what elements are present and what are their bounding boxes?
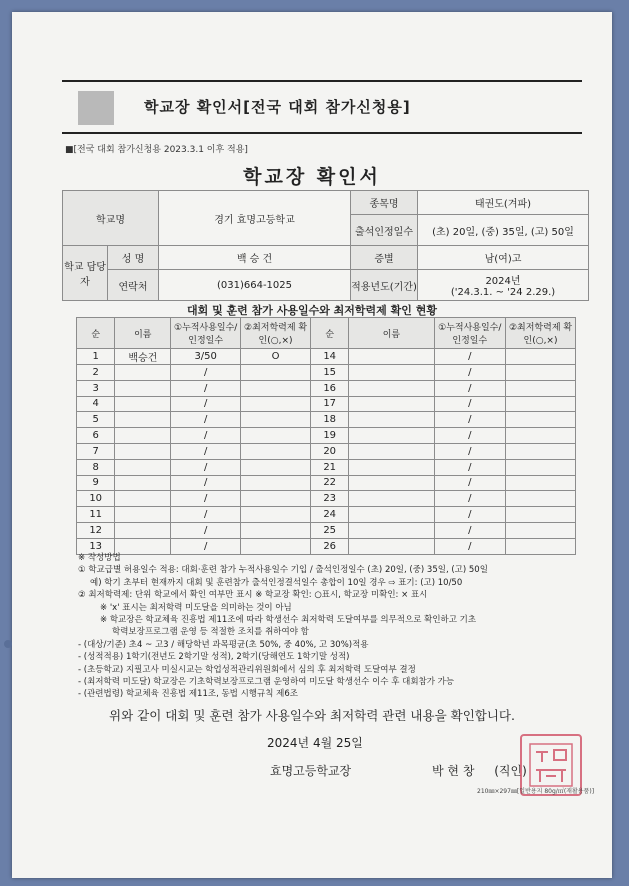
note-line: - (성적적용) 1학기(전년도 2학기말 성적), 2학기(당해연도 1학기말 성적) (78, 652, 350, 663)
header-check: ②최저학력제 확인(○,×) (241, 318, 311, 349)
cell-no: 15 (311, 365, 349, 381)
cell-name (349, 349, 434, 365)
cell-days: / (434, 349, 506, 365)
table-row (77, 507, 576, 523)
cell-days: / (434, 428, 506, 444)
cell-no: 4 (77, 396, 115, 412)
cell-name (115, 412, 171, 428)
cell-check (506, 507, 576, 523)
pinhole (4, 640, 12, 648)
cell-check (506, 349, 576, 365)
cell-name (115, 491, 171, 507)
cell-days: / (171, 380, 241, 396)
cell-check (241, 507, 311, 523)
cell-name (349, 522, 434, 538)
note-line: ※ 학교장은 학교체육 진흥법 제11조에 따라 학생선수 최저학력 도달여부를 의무적으로 확인하고 기초 (100, 615, 477, 626)
gender-value: 남(여)고 (418, 246, 589, 270)
cell-no: 3 (77, 380, 115, 396)
cell-no: 10 (77, 491, 115, 507)
note-line: 예) 학기 초부터 현재까지 대회 및 훈련참가 출석인정결석일수 총합이 10일 경우 ⇨ 표기: (고) 10/50 (90, 577, 463, 588)
table-row (77, 491, 576, 507)
cell-days: / (434, 443, 506, 459)
school-value: 경기 효명고등학교 (159, 191, 351, 246)
cell-check (506, 475, 576, 491)
school-label: 학교명 (63, 191, 159, 246)
cell-name (349, 428, 434, 444)
year-cell (418, 270, 589, 301)
cell-days: / (171, 491, 241, 507)
contact-value: (031)664-1025 (159, 270, 351, 301)
cell-name (349, 491, 434, 507)
event-label: 종목명 (351, 191, 418, 215)
note-line: 학력보장프로그램 운영 등 적절한 조치를 취하여야 함 (112, 627, 309, 638)
header-no: 순 (77, 318, 115, 349)
cell-name (115, 428, 171, 444)
name-label: 성 명 (108, 246, 159, 270)
cell-no: 8 (77, 459, 115, 475)
header-title: 학교장 확인서[전국 대회 참가신청용] (144, 98, 411, 116)
seal-label: (직인) (494, 764, 527, 778)
cell-days: / (171, 396, 241, 412)
confirm-text: 위와 같이 대회 및 훈련 참가 사용일수와 최저학력 관련 내용을 확인합니다. (109, 708, 515, 723)
cell-days: / (434, 538, 506, 554)
cell-check (241, 491, 311, 507)
cell-check (506, 412, 576, 428)
cell-no: 12 (77, 522, 115, 538)
note-line: - (대상/기준) 초4 ~ 고3 / 해당학년 과목평균(초 50%, 중 40%, 고 30%)적용 (78, 639, 369, 650)
cell-name (115, 396, 171, 412)
cell-days: / (434, 380, 506, 396)
cell-name (349, 507, 434, 523)
note-line: ※ 작성방법 (78, 553, 121, 563)
cell-check (506, 459, 576, 475)
main-title: 학교장 확인서 (243, 166, 381, 188)
cell-no: 16 (311, 380, 349, 396)
cell-days: / (434, 507, 506, 523)
cell-check (241, 459, 311, 475)
table-row (77, 380, 576, 396)
year-label: 적용년도(기간) (351, 270, 418, 301)
cell-no: 13 (77, 538, 115, 554)
cell-days: / (171, 365, 241, 381)
note-line: ② 최저학력제: 단위 학교에서 확인 여부만 표시 ※ 학교장 확인: ○표시, 학교장 미확인: × 표시 (78, 590, 428, 601)
paper-spec: 210㎜×297㎜[일반용지 80g/㎡(재활용품)] (477, 788, 595, 795)
cell-days: / (434, 412, 506, 428)
table-row (77, 428, 576, 444)
cell-name (349, 396, 434, 412)
cell-check (506, 380, 576, 396)
cell-days: / (434, 491, 506, 507)
cell-no: 14 (311, 349, 349, 365)
subline: ■[전국 대회 참가신청용 2023.3.1 이후 적용] (65, 145, 248, 155)
cell-check (506, 491, 576, 507)
cell-no: 20 (311, 443, 349, 459)
table-row (77, 365, 576, 381)
gray-box (78, 91, 114, 125)
table-row (77, 396, 576, 412)
cell-days: 3/50 (171, 349, 241, 365)
notes (78, 552, 598, 701)
cell-days: / (434, 396, 506, 412)
cell-days: / (434, 365, 506, 381)
cell-check: O (241, 349, 311, 365)
cell-days: / (434, 459, 506, 475)
cell-name (115, 507, 171, 523)
cell-days: / (171, 507, 241, 523)
header-name: 이름 (349, 318, 434, 349)
cell-check (506, 365, 576, 381)
cell-days: / (171, 459, 241, 475)
header-bar (62, 80, 582, 134)
attendance-value: (초) 20일, (중) 35일, (고) 50일 (418, 215, 589, 246)
note-line: - (관련법령) 학교체육 진흥법 제11조, 동법 시행규칙 제6조 (78, 689, 298, 700)
confirm-date: 2024년 4월 25일 (267, 736, 363, 750)
gender-label: 증별 (351, 246, 418, 270)
cell-days: / (434, 522, 506, 538)
cell-name (349, 412, 434, 428)
cell-no: 24 (311, 507, 349, 523)
cell-no: 9 (77, 475, 115, 491)
cell-no: 26 (311, 538, 349, 554)
cell-check (241, 412, 311, 428)
table-row (77, 475, 576, 491)
cell-name: 백승건 (115, 349, 171, 365)
principal-name: 박 현 창 (432, 764, 475, 778)
cell-days: / (171, 428, 241, 444)
manager-label: 학교 담당자 (63, 246, 108, 301)
cell-no: 5 (77, 412, 115, 428)
name-value: 백 승 건 (159, 246, 351, 270)
cell-check (241, 365, 311, 381)
note-line: - (초등학교) 지필고사 미실시교는 학업성적관리위원회에서 심의 후 최저학력 도달여부 결정 (78, 664, 416, 675)
cell-no: 17 (311, 396, 349, 412)
cell-no: 21 (311, 459, 349, 475)
cell-check (506, 443, 576, 459)
cell-name (115, 365, 171, 381)
note-line: ① 학교급별 허용일수 적용: 대회·훈련 참가 누적사용일수 기입 / 출석인정일수 (초) 20일, (중) 35일, (고) 50일 (78, 565, 488, 576)
principal-title: 효명고등학교장 (270, 764, 352, 778)
cell-no: 2 (77, 365, 115, 381)
header-check: ②최저학력제 확인(○,×) (506, 318, 576, 349)
cell-days: / (171, 443, 241, 459)
cell-name (115, 443, 171, 459)
header-name: 이름 (115, 318, 171, 349)
cell-check (241, 396, 311, 412)
table-title: 대회 및 훈련 참가 사용일수와 최저학력제 확인 현황 (187, 304, 437, 317)
cell-no: 25 (311, 522, 349, 538)
cell-no: 19 (311, 428, 349, 444)
cell-check (506, 522, 576, 538)
cell-no: 11 (77, 507, 115, 523)
participation-table (76, 317, 576, 555)
cell-name (349, 459, 434, 475)
cell-name (115, 475, 171, 491)
cell-check (241, 428, 311, 444)
cell-name (349, 443, 434, 459)
cell-name (115, 459, 171, 475)
year-value: 2024년 (485, 276, 521, 287)
header-no: 순 (311, 318, 349, 349)
signature-line (432, 762, 527, 779)
cell-name (349, 475, 434, 491)
cell-check (506, 428, 576, 444)
note-line: ※ 'x' 표시는 최저학력 미도달을 의미하는 것이 아님 (100, 602, 292, 613)
cell-name (349, 380, 434, 396)
period-value: ('24.3.1. ~ '24 2.29.) (450, 287, 556, 298)
table-row (77, 412, 576, 428)
cell-check (506, 396, 576, 412)
info-table (62, 190, 589, 301)
cell-no: 23 (311, 491, 349, 507)
table-row (77, 349, 576, 365)
table-row (77, 522, 576, 538)
cell-no: 1 (77, 349, 115, 365)
cell-days: / (171, 475, 241, 491)
cell-check (241, 380, 311, 396)
table-row (77, 443, 576, 459)
cell-days: / (171, 522, 241, 538)
event-value: 태권도(겨파) (418, 191, 589, 215)
table-row (77, 459, 576, 475)
cell-days: / (434, 475, 506, 491)
cell-days: / (171, 412, 241, 428)
cell-name (349, 365, 434, 381)
contact-label: 연락처 (108, 270, 159, 301)
cell-name (115, 522, 171, 538)
header-days: ①누적사용일수/인정일수 (171, 318, 241, 349)
cell-no: 18 (311, 412, 349, 428)
note-line: - (최저학력 미도달) 학교장은 기초학력보장프로그램 운영하여 미도달 학생선수 이수 후 대회참가 가능 (78, 677, 455, 688)
cell-no: 22 (311, 475, 349, 491)
cell-no: 6 (77, 428, 115, 444)
cell-no: 7 (77, 443, 115, 459)
attendance-label: 출석인정일수 (351, 215, 418, 246)
cell-check (241, 443, 311, 459)
cell-check (241, 475, 311, 491)
document-paper (12, 12, 612, 878)
header-days: ①누적사용일수/인정일수 (434, 318, 506, 349)
cell-name (115, 380, 171, 396)
cell-check (241, 522, 311, 538)
seal-icon (526, 740, 576, 790)
cell-days: / (171, 538, 241, 554)
